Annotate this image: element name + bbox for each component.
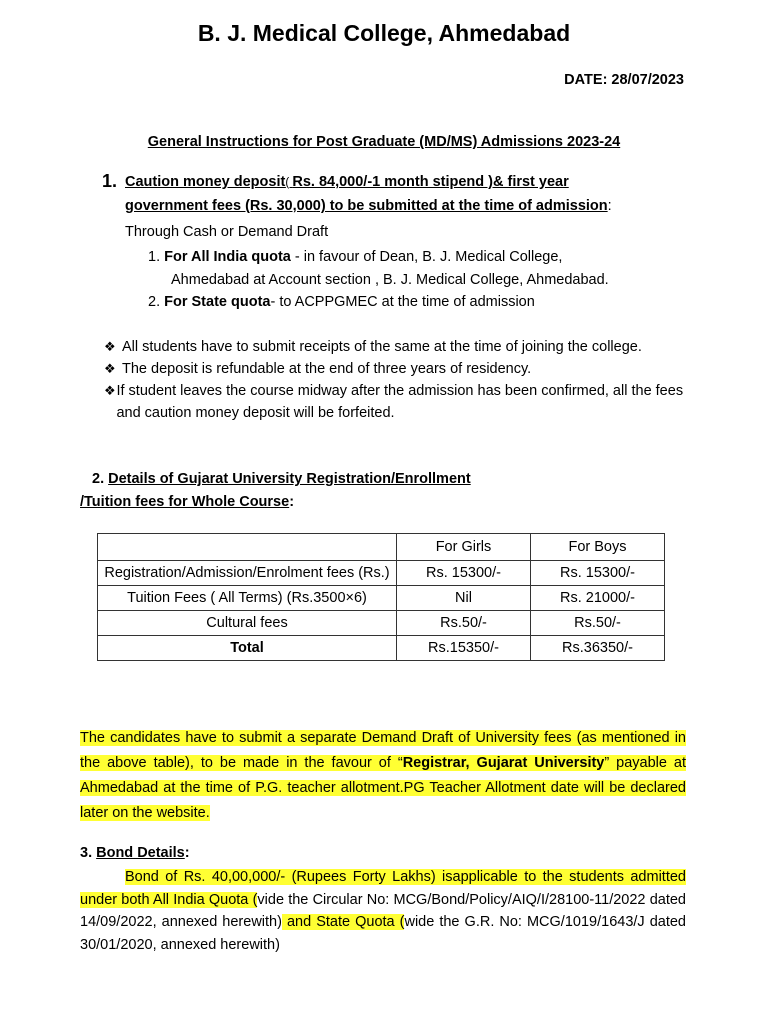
section-2-number: 2. — [92, 471, 105, 487]
diamond-bullet-icon: ❖ — [104, 383, 116, 398]
table-row — [98, 561, 665, 586]
table-row — [98, 586, 665, 611]
colon: : — [184, 845, 190, 861]
section-2-title: Details of Gujarat University Registration/Enrollment — [108, 471, 471, 487]
bond-details-text: Bond of Rs. 40,00,000/- (Rupees Forty Lakhs) isapplicable to the students admitted under both All India Quota (vide the Circular No: MCG/Bond/Policy/AIQ/I/28100-11/2022 dated 14/09/2022, annexed herewith) and State Quota (wide the G.R. No: MCG/1019/1643/J dated 30/01/2020, annexed herewith) — [80, 869, 686, 953]
instructions-heading: General Instructions for Post Graduate (MD/MS) Admissions 2023-24 — [147, 134, 621, 150]
row-label: Registration/Admission/Enrolment fees (Rs.) — [98, 561, 397, 586]
boys-total: Rs.36350/- — [531, 636, 665, 661]
paren-open: ( — [285, 177, 293, 189]
boys-value: Rs. 21000/- — [531, 586, 665, 611]
boys-value: Rs.50/- — [531, 611, 665, 636]
registrar-name: Registrar, Gujarat University — [402, 755, 605, 771]
bullet-item: ❖ The deposit is refundable at the end of three years of residency. — [104, 358, 704, 380]
college-title: B. J. Medical College, Ahmedabad — [197, 20, 571, 46]
section-1-title-line1 — [125, 171, 569, 194]
section-1-title-line2 — [125, 195, 612, 217]
bullet-list — [104, 336, 704, 424]
girls-value: Rs. 15300/- — [397, 561, 531, 586]
girls-value: Nil — [397, 586, 531, 611]
quota-item-1-continued: Ahmedabad at Account section , B. J. Medical College, Ahmedabad. — [171, 272, 609, 288]
table-header-row — [98, 534, 665, 561]
diamond-bullet-icon: ❖ — [104, 339, 116, 354]
boys-value: Rs. 15300/- — [531, 561, 665, 586]
state-quota-text: - to ACPPGMEC at the time of admission — [270, 294, 535, 310]
row-label: Cultural fees — [98, 611, 397, 636]
section-2-title-line1 — [92, 468, 471, 490]
all-india-quota-label: For All India quota — [164, 249, 291, 265]
all-india-quota-text: - in favour of Dean, B. J. Medical College, — [290, 249, 563, 265]
bullet-item: ❖ If student leaves the course midway after the admission has been confirmed, all the fees and caution money deposit will be forfeited. — [104, 380, 704, 424]
section-1-number: 1. — [102, 171, 118, 191]
state-quota-label: For State quota — [164, 294, 271, 310]
table-header-empty — [98, 534, 397, 561]
fees-table — [97, 533, 665, 661]
caution-deposit-amount: Rs. 84,000/-1 month stipend )& first year — [292, 174, 569, 190]
diamond-bullet-icon: ❖ — [104, 361, 116, 376]
item-number: 1. — [148, 249, 161, 265]
section-2-title-cont: /Tuition fees for Whole Course — [80, 494, 290, 510]
item-number: 2. — [148, 294, 161, 310]
column-header-girls: For Girls — [397, 534, 531, 561]
girls-total: Rs.15350/- — [397, 636, 531, 661]
row-label: Total — [98, 636, 397, 661]
girls-value: Rs.50/- — [397, 611, 531, 636]
colon: : — [289, 494, 295, 510]
government-fees-text: government fees (Rs. 30,000) to be submitted at the time of admission — [125, 198, 608, 214]
quota-item-1 — [148, 246, 562, 268]
section-2-title-line2 — [80, 491, 294, 513]
university-fees-note: The candidates have to submit a separate Demand Draft of University fees (as mentioned in the above table), to be made in the favour of “Registrar, Gujarat University” payable at Ahmedabad at the time of P.G. teacher allotment.PG Teacher Allotment date will be declared later on the website. — [80, 730, 687, 821]
section-3-number: 3. — [80, 845, 93, 861]
bond-details-title: Bond Details — [96, 845, 185, 861]
colon: : — [607, 198, 612, 214]
document-date: DATE: 28/07/2023 — [564, 72, 684, 88]
table-row — [98, 611, 665, 636]
table-total-row — [98, 636, 665, 661]
payment-mode: Through Cash or Demand Draft — [125, 224, 329, 240]
quota-item-2 — [148, 291, 535, 313]
bullet-item: ❖ All students have to submit receipts of the same at the time of joining the college. — [104, 336, 704, 358]
section-3-title — [80, 842, 190, 864]
row-label: Tuition Fees ( All Terms) (Rs.3500×6) — [98, 586, 397, 611]
caution-deposit-label: Caution money deposit — [125, 174, 286, 190]
column-header-boys: For Boys — [531, 534, 665, 561]
